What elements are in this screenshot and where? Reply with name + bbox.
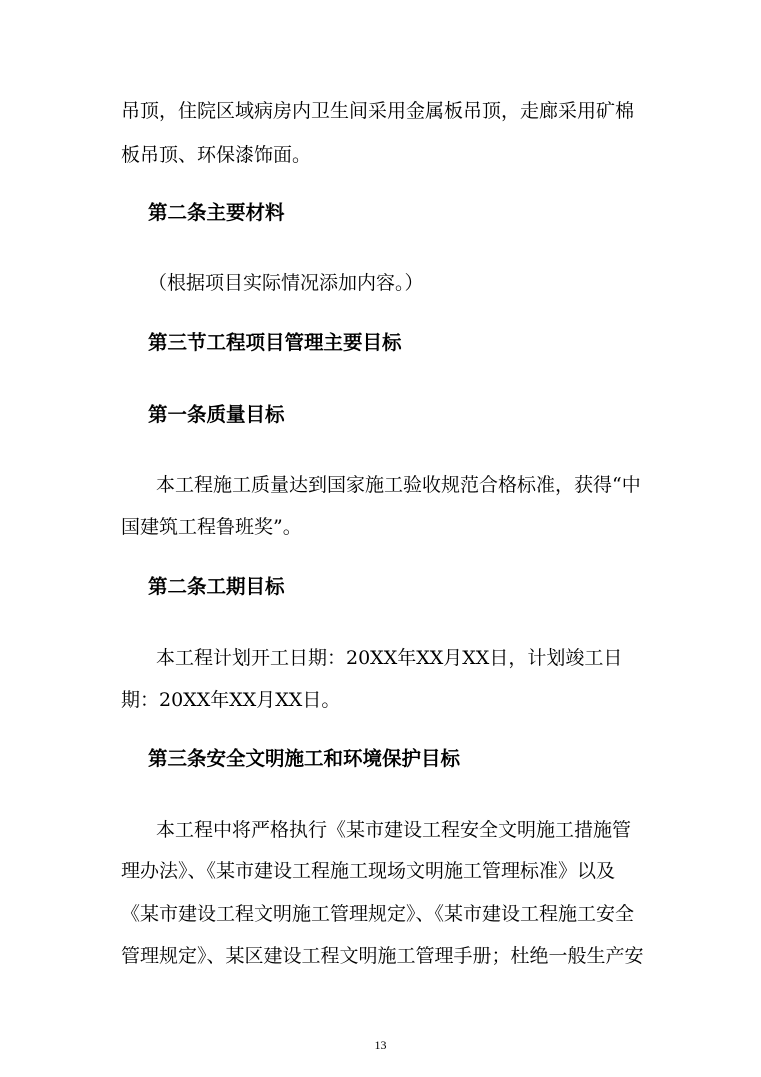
quality-line-1: 本工程施工质量达到国家施工验收规范合格标准，获得“中 [156, 474, 641, 496]
heading-main-materials: 第二条主要材料 [148, 201, 285, 224]
schedule-line-2: 期：20XX年XX月XX日。 [121, 689, 341, 711]
intro-line-1: 吊顶，住院区域病房内卫生间采用金属板吊顶，走廊采用矿棉 [121, 100, 635, 122]
safety-line-3: 《某市建设工程文明施工管理规定》、《某市建设工程施工安全 [121, 903, 635, 925]
heading-quality-goal: 第一条质量目标 [148, 403, 285, 426]
safety-line-2: 理办法》、《某市建设工程施工现场文明施工管理标准》以及 [121, 860, 616, 882]
page-number: 13 [374, 1038, 387, 1052]
intro-line-2: 板吊顶、环保漆饰面。 [121, 144, 312, 166]
heading-schedule-goal: 第二条工期目标 [148, 575, 285, 598]
safety-line-4: 管理规定》、某区建设工程文明施工管理手册；杜绝一般生产安 [121, 945, 644, 967]
heading-section-3: 第三节工程项目管理主要目标 [148, 331, 402, 354]
safety-line-1: 本工程中将严格执行《某市建设工程安全文明施工措施管 [156, 819, 632, 841]
materials-note: （根据项目实际情况添加内容。） [148, 272, 424, 294]
quality-line-2: 国建筑工程鲁班奖”。 [121, 516, 302, 538]
schedule-line-1: 本工程计划开工日期：20XX年XX月XX日，计划竣工日 [156, 647, 623, 669]
heading-safety-goal: 第三条安全文明施工和环境保护目标 [148, 747, 461, 770]
